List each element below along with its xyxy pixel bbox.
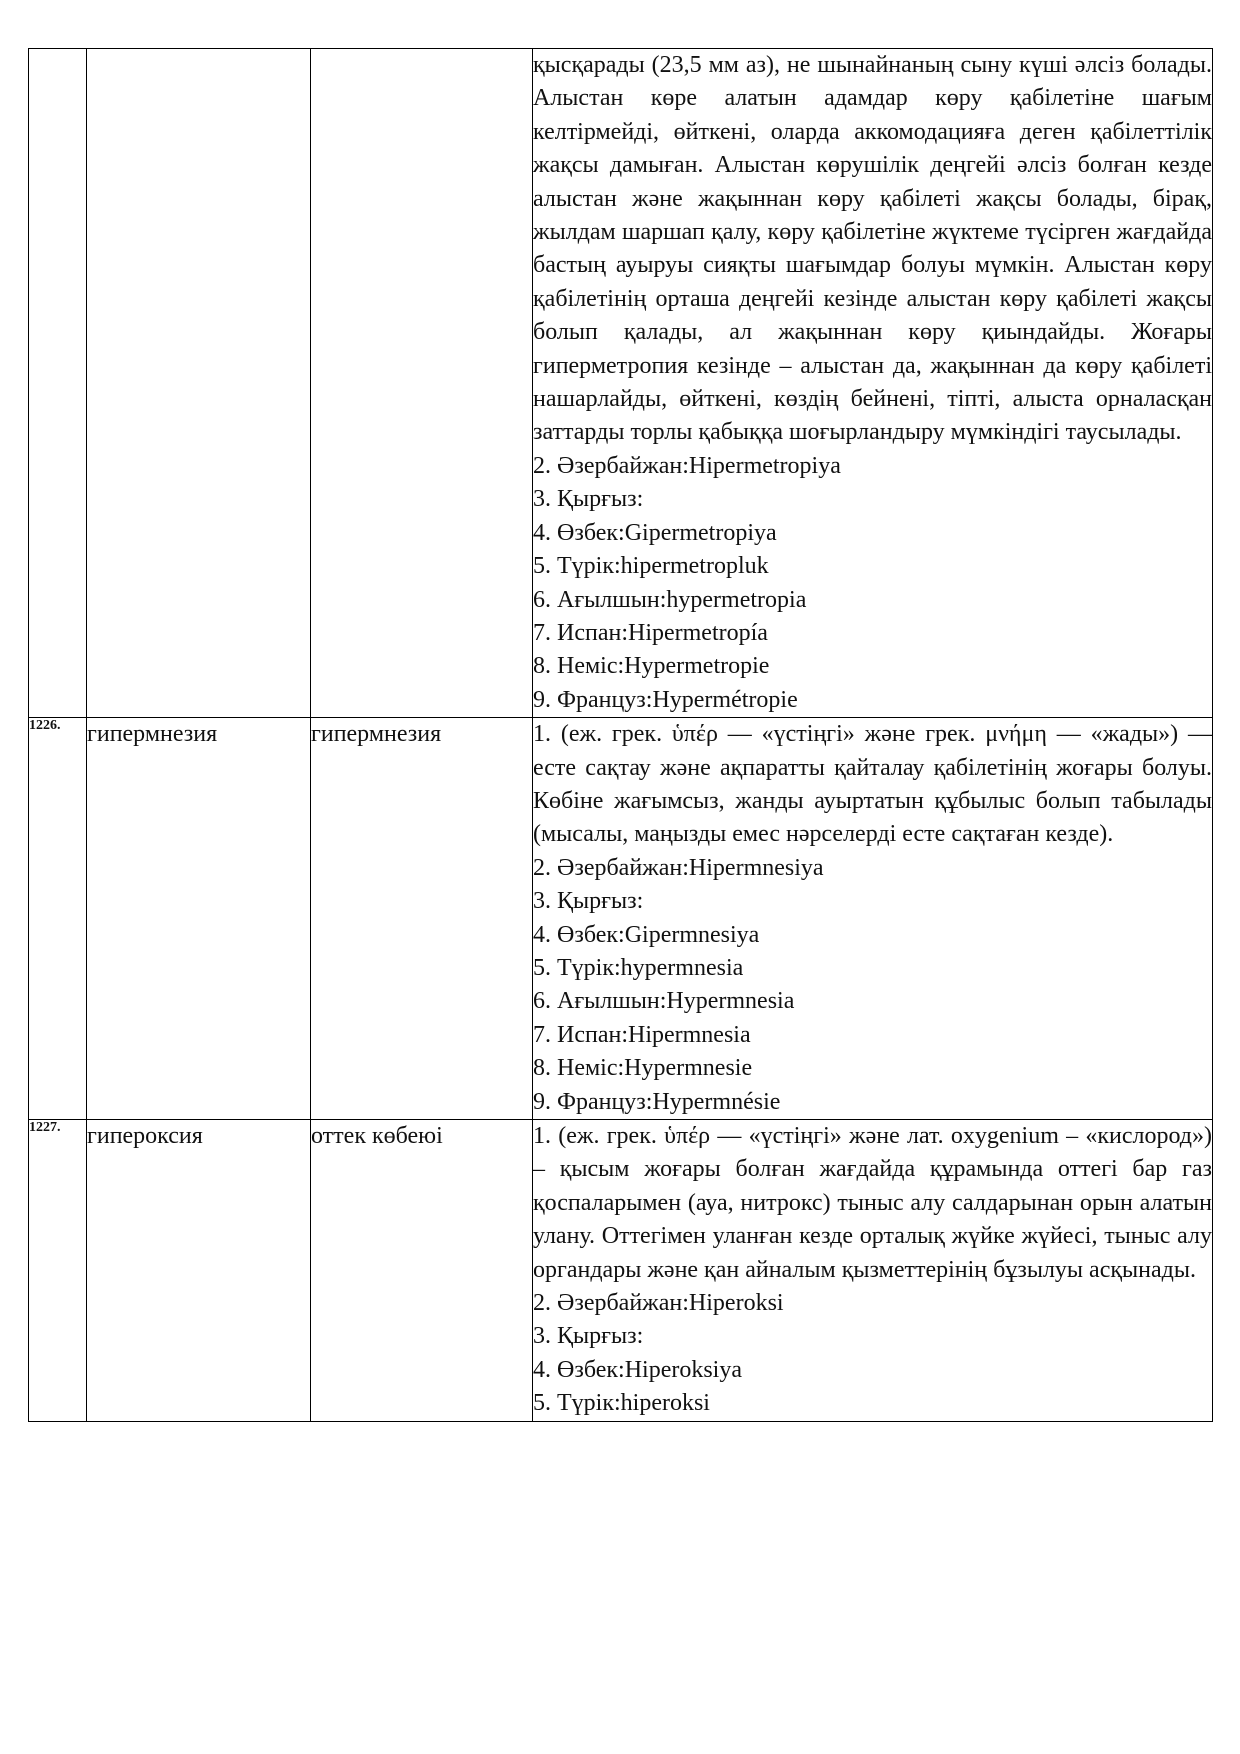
definition-cell <box>533 1120 1213 1422</box>
entry-number: 1227. <box>29 1120 87 1422</box>
dictionary-table <box>28 48 1213 1422</box>
term-kazakh: оттек көбеюі <box>311 1120 533 1422</box>
translation-line: 6. Ағылшын:Hypermnesia <box>533 988 795 1015</box>
entry-number <box>29 49 87 718</box>
translation-line: 6. Ағылшын:hypermetropia <box>533 586 807 613</box>
term-russian <box>87 49 311 718</box>
definition-text: 1. (еж. грек. ὑπέρ — «үстіңгі» және лат. oxygenium – «кислород») – қысым жоғары болған жағдайда құрамында оттегі бар газ қоспаларымен (ауа, нитрокс) тыныс алу салдарынан орын алатын улану. Оттегімен уланған кезде орталық жүйке жүйесі, тыныс алу органдары және қан айналым қызметтерінің бұзылуы асқынады. <box>533 1123 1212 1283</box>
definition-text: 1. (еж. грек. ὑπέρ — «үстіңгі» және грек. μνήμη — «жады») — есте сақтау және ақпаратты қайталау қабілетінің жоғары болуы. Көбіне жағымсыз, жанды ауыртатын құбылыс болып табылады (мысалы, маңызды емес нәрселерді есте сақтаған кезде). <box>533 721 1212 848</box>
translation-line: 5. Түрік:hiperoksi <box>533 1390 710 1417</box>
translation-line: 8. Неміс:Hypermetropie <box>533 653 770 680</box>
translation-line: 9. Француз:Hypermnésie <box>533 1088 781 1115</box>
term-russian: гипермнезия <box>87 718 311 1120</box>
table-row <box>29 1120 1213 1422</box>
definition-text: қысқарады (23,5 мм аз), не шынайнаның сыну күші әлсіз болады. Алыстан көре алатын адамдар көру қабілетіне шағым келтірмейді, өйткені, оларда аккомодацияға деген қабілеттілік жақсы дамыған. Алыстан көрушілік деңгейі әлсіз болған кезде алыстан және жақыннан көру қабілеті жақсы болады, бірақ, жылдам шаршап қалу, көру қабілетіне жүктеме түсірген жағдайда бастың ауыруы сияқты шағымдар болуы мүмкін. Алыстан көру қабілетінің орташа деңгейі кезінде алыстан көру қабілеті жақсы болып қалады, ал жақыннан көру қиындайды. Жоғары гиперметропия кезінде – алыстан да, жақыннан да көру қабілеті нашарлайды, өйткені, көздің бейнені, тіпті, алыста орналасқан заттарды торлы қабыққа шоғырландыру мүмкіндігі таусылады. <box>533 52 1212 446</box>
definition-cell <box>533 718 1213 1120</box>
translation-line: 4. Өзбек:Hiperoksiya <box>533 1356 742 1383</box>
translation-line: 2. Әзербайжан:Hiperoksi <box>533 1290 784 1317</box>
translation-line: 3. Қырғыз: <box>533 888 644 915</box>
table-row <box>29 49 1213 718</box>
term-kazakh <box>311 49 533 718</box>
translation-line: 5. Түрік:hypermnesia <box>533 954 744 981</box>
translation-line: 9. Француз:Hypermétropie <box>533 686 798 713</box>
table-row <box>29 718 1213 1120</box>
translation-line: 7. Испан:Hipermnesia <box>533 1021 751 1048</box>
translation-line: 2. Әзербайжан:Hipermetropiya <box>533 452 841 479</box>
entry-number: 1226. <box>29 718 87 1120</box>
definition-cell <box>533 49 1213 718</box>
translation-line: 2. Әзербайжан:Hipermnesiya <box>533 854 824 881</box>
translation-line: 3. Қырғыз: <box>533 1323 644 1350</box>
term-kazakh: гипермнезия <box>311 718 533 1120</box>
translation-line: 4. Өзбек:Gipermetropiya <box>533 519 777 546</box>
translation-line: 7. Испан:Hipermetropía <box>533 619 768 646</box>
term-russian: гипероксия <box>87 1120 311 1422</box>
translation-line: 8. Неміс:Hypermnesie <box>533 1055 753 1082</box>
translation-line: 5. Түрік:hipermetropluk <box>533 553 769 580</box>
translation-line: 3. Қырғыз: <box>533 486 644 513</box>
translation-line: 4. Өзбек:Gipermnesiya <box>533 921 760 948</box>
